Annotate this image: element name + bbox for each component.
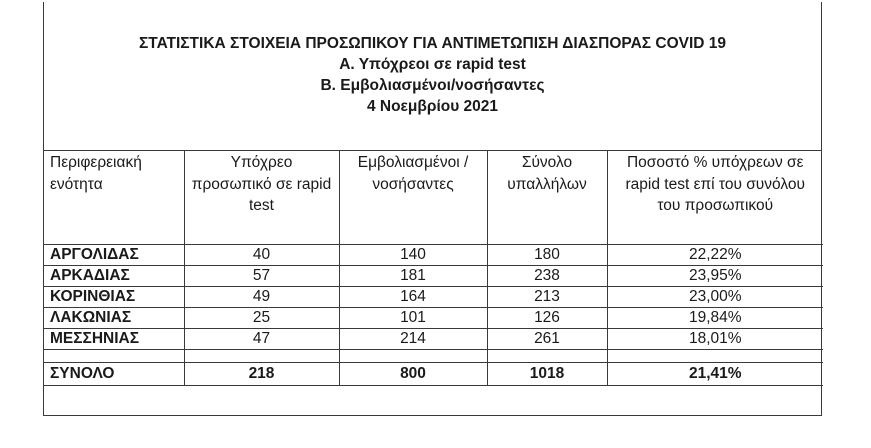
cell-rapid-test: 40 xyxy=(184,245,339,266)
table-row xyxy=(44,308,823,329)
table-header-row xyxy=(44,150,823,245)
cell-rapid-test: 57 xyxy=(184,266,339,287)
cell-total: 213 xyxy=(487,287,607,308)
spacer-row xyxy=(44,350,823,363)
table-row xyxy=(44,266,823,287)
header-region: Περιφερειακή ενότητα xyxy=(44,150,184,245)
cell-total: 180 xyxy=(487,245,607,266)
cell-percentage: 23,95% xyxy=(607,266,823,287)
cell-vaccinated: 214 xyxy=(339,329,487,350)
header-rapid-test: Υπόχρεο προσωπικό σε rapid test xyxy=(184,150,339,245)
header-vaccinated: Εμβολιασμένοι / νοσήσαντες xyxy=(339,150,487,245)
title-line-main: ΣΤΑΤΙΣΤΙΚΑ ΣΤΟΙΧΕΙΑ ΠΡΟΣΩΠΙΚΟΥ ΓΙΑ ΑΝΤΙΜΕΤΩΠΙΣΗ ΔΙΑΣΠΟΡΑΣ COVID 19 xyxy=(138,35,727,52)
spacer-cell xyxy=(607,350,823,363)
cell-region: ΚΟΡΙΝΘΙΑΣ xyxy=(44,287,184,308)
cell-total-label: ΣΥΝΟΛΟ xyxy=(44,363,184,386)
cell-percentage: 23,00% xyxy=(607,287,823,308)
cell-rapid-test: 25 xyxy=(184,308,339,329)
title-line-vaccinated: Β. Εμβολιασμένοι/νοσήσαντες xyxy=(320,77,545,94)
table-row xyxy=(44,329,823,350)
spacer-cell xyxy=(339,350,487,363)
cell-percentage: 19,84% xyxy=(607,308,823,329)
spacer-cell xyxy=(184,350,339,363)
title-line-date: 4 Νοεμβρίου 2021 xyxy=(366,98,499,115)
cell-total: 126 xyxy=(487,308,607,329)
cell-percentage: 18,01% xyxy=(607,329,823,350)
total-row xyxy=(44,363,823,386)
cell-total: 238 xyxy=(487,266,607,287)
cell-region: ΑΡΚΑΔΙΑΣ xyxy=(44,266,184,287)
cell-region: ΜΕΣΣΗΝΙΑΣ xyxy=(44,329,184,350)
table-row xyxy=(44,287,823,308)
spacer-cell xyxy=(44,350,184,363)
spacer-cell xyxy=(487,350,607,363)
cell-total-employees: 1018 xyxy=(487,363,607,386)
cell-total-rapid-test: 218 xyxy=(184,363,339,386)
cell-rapid-test: 49 xyxy=(184,287,339,308)
cell-total: 261 xyxy=(487,329,607,350)
cell-region: ΛΑΚΩΝΙΑΣ xyxy=(44,308,184,329)
cell-vaccinated: 164 xyxy=(339,287,487,308)
statistics-table xyxy=(44,150,823,386)
header-percentage: Ποσοστό % υπόχρεων σε rapid test επί του συνόλου του προσωπικού xyxy=(607,150,823,245)
table-row xyxy=(44,245,823,266)
cell-vaccinated: 181 xyxy=(339,266,487,287)
cell-total-vaccinated: 800 xyxy=(339,363,487,386)
header-total-employees: Σύνολο υπαλλήλων xyxy=(487,150,607,245)
cell-region: ΑΡΓΟΛΙΔΑΣ xyxy=(44,245,184,266)
cell-rapid-test: 47 xyxy=(184,329,339,350)
title-line-rapid-test: Α. Υπόχρεοι σε rapid test xyxy=(339,56,526,73)
cell-percentage: 22,22% xyxy=(607,245,823,266)
document-page xyxy=(43,2,822,416)
title-block xyxy=(44,2,821,151)
cell-vaccinated: 140 xyxy=(339,245,487,266)
cell-total-percentage: 21,41% xyxy=(607,363,823,386)
cell-vaccinated: 101 xyxy=(339,308,487,329)
